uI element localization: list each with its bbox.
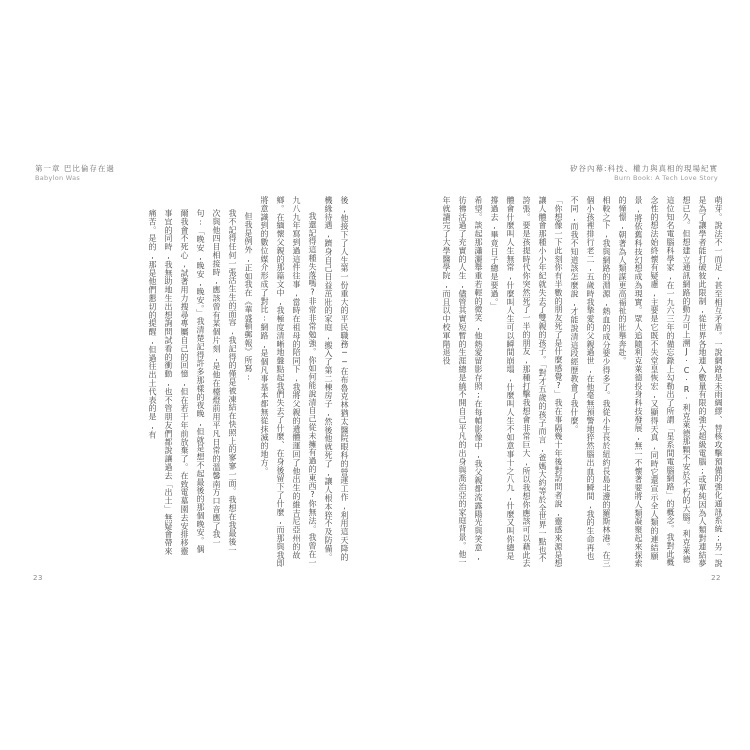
book-title: 矽谷內幕:科技、權力與真相的現場紀實 xyxy=(569,164,718,173)
body-paragraph: 但我是例外,正如我在《華盛頓郵報》所寫: xyxy=(244,212,253,382)
body-paragraph: 萌芽。說法不一而足,甚至相互矛盾。一說網路是未雨綢繆、替核攻擊預備的強化通訊系統;另一說是為了讓學者能打破彼此限制,從世界各地連入數量有限的強大超級電腦;或單純因為人類對連結夢想已久。但想建立通訊網路的動力可上溯J‧C‧R‧利克萊德那顆不安於不朽的大腦。利克萊德這位知名電腦科學家,在一九六三年的備忘錄上勾勒出了所謂「星系間電腦網路」的概念。我對此概念性的想法始終懷有疑慮,主要是它既不失堂皇恢宏,又顯得天真,同時它還宣示全人類的連結願景,將依舊科技幻想成為現實。眾人追隨利克萊德投身科技發展,無一不懷著要將人類凝聚起來探索的憧憬,朝著為人類謀更高福祉的壯舉奔赴。 xyxy=(618,196,723,568)
body-paragraph: 我還記得這種失落嗎?非常非常勉強。你如何能說清自己從未擁有過的東西?你無法。我曾在一九八九年寫到過這件往事,當時在祖母的陪同下,我將父親的遺體運回了他出生的維吉尼亞州的故鄉。在緬懷父親的那篇文中,我極度清晰地盤點起我們失去了什麼、在身後留下了什麼,而那與我即將意識到的數位媒介形成了對比:網路,是個凡事基本都無從抹滅的地方。 xyxy=(260,196,317,568)
body-paragraph: 後,他接下了人生第一份重大的平民職務──在布魯克林猶太醫院眼科的營運工作,利用這天降的機緣待遇,躋身自己日益茁壯的家庭,搬入了第二棟房子,然後他就死了,讓人根本猝不及防備。 xyxy=(324,196,349,562)
book-title-english: Burn Book: A Tech Love Story xyxy=(614,174,718,182)
body-paragraph: 相較之下,我與網路的淵源,熱血的成分要少得多了。我從小生長於紐約長島北邊的羅斯林港。在三個小孩裡排行老二,五歲時我摯愛的父親過世,在他毫無預警地猝然腦出血的瞬間,我的生命再也不同,而我不知道該怎麼說,才能說清這段經歷教會了我什麼。 xyxy=(570,196,611,568)
right-page-body-text xyxy=(438,196,726,568)
body-paragraph: 「你想像一下此刻你有半數的朋友死了是什麼感覺?」我在事隔幾十年後對訪問者說,靈感來源是想讓人體會那種小小年紀就失去了雙親的孩子。「對才五歲的孩子而言,爸媽大約等於全世界一點也不誇張。要是孩提時代你突然死了一半的朋友,那種打擊我想會非常巨大,所以我想你應該可以藉此去體會什麼叫人生無常,什麼叫人生可以瞬間崩塌,什麼叫人生不如意事十之八九,什麼又叫你總是撐過去,畢竟日子總是要過。」 xyxy=(490,196,563,568)
chapter-title: 第一章 巴比倫存在過 xyxy=(35,164,115,173)
left-page-body-text xyxy=(74,196,352,568)
right-page-header xyxy=(570,164,718,183)
left-page-header xyxy=(35,164,115,183)
chapter-title-english: Babylon Was xyxy=(35,174,81,182)
page-number-left: 23 xyxy=(33,574,43,582)
body-paragraph: 希望。談起那瀟灑舉重若輕的微笑,他熱愛留影存照;在每幀影像中,我父親都流露陽光與笑意,彷彿活過了充實的人生,儘管其實短暫的生涯總是繞不開自己平凡的出身與喬治亞的家庭背景。他一年就讀完了大學醫學院,而且以中校軍階退役 xyxy=(442,196,483,567)
quote-paragraph: 我不記得任何一張活生生的面容,我記得的僅是被凍結在快照上的寥寥一面。我想在我最後一次與他四目相接時,應該曾有某個片刻,是他在檯燈前用平凡日常的溫馨南方口音應了我一句:「晚安,晚安,晚安。」我清楚記得許多那樣的夜晚,但就是想不起最後的那個晚安。偶爾我會不死心,試著用力搜尋專屬自己的回憶,但在若干年前放棄了。在致電墓園去安排移靈事宜的同時,我無助地生出想詢問試看的衝動,也不管朋友們都說讓過去「出土」無疑會帶來痛苦。是的,那是他們懇切的提醒,但過往出土代表的是,有 xyxy=(148,209,237,556)
page-number-right: 22 xyxy=(711,574,721,582)
